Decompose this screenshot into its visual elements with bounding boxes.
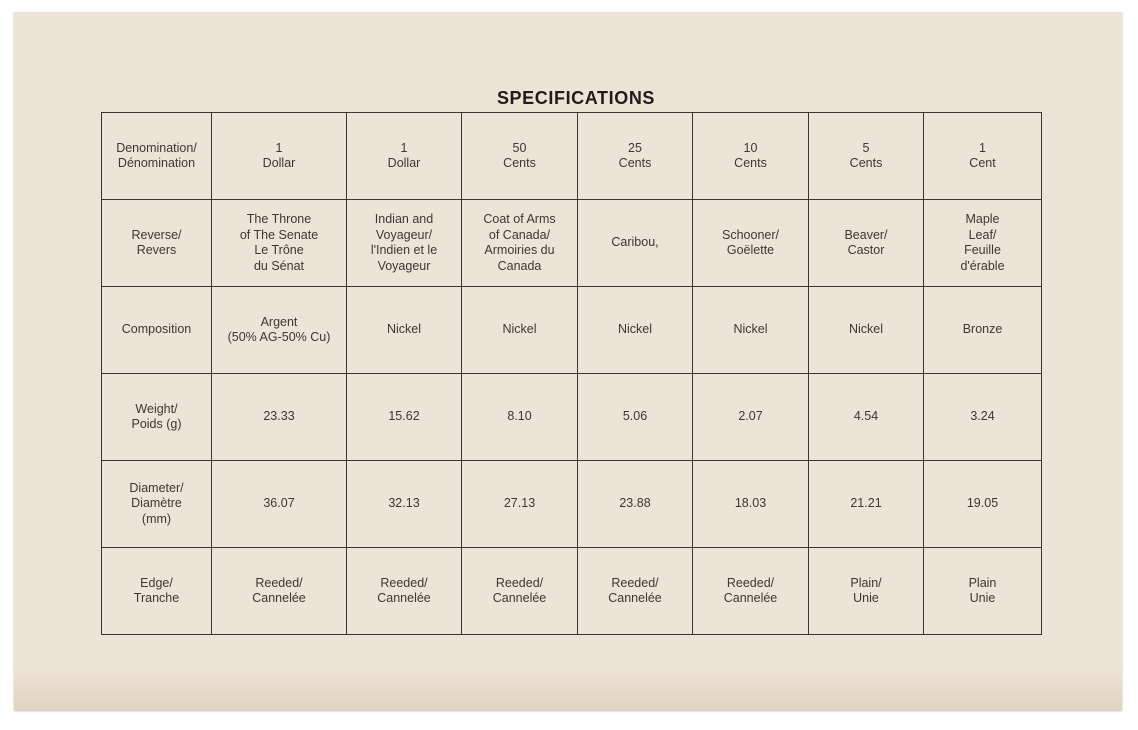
table-cell: Bronze (924, 287, 1042, 374)
table-row-edge (102, 548, 1042, 635)
specifications-table (101, 112, 1042, 635)
table-cell: 5 Cents (809, 113, 924, 200)
row-header-reverse: Reverse/ Revers (102, 200, 212, 287)
table-cell: 23.88 (578, 461, 693, 548)
table-cell: 5.06 (578, 374, 693, 461)
table-cell: Maple Leaf/ Feuille d'érable (924, 200, 1042, 287)
table-cell: Reeded/ Cannelée (462, 548, 578, 635)
table-cell: Reeded/ Cannelée (212, 548, 347, 635)
table-cell: 21.21 (809, 461, 924, 548)
row-header-diameter: Diameter/ Diamètre (mm) (102, 461, 212, 548)
table-cell: 8.10 (462, 374, 578, 461)
table-cell: 50 Cents (462, 113, 578, 200)
row-header-composition: Composition (102, 287, 212, 374)
table-cell: Indian and Voyageur/ l'Indien et le Voyageur (347, 200, 462, 287)
table-cell: Nickel (462, 287, 578, 374)
table-cell: Beaver/ Castor (809, 200, 924, 287)
table-cell: 18.03 (693, 461, 809, 548)
table-cell: Plain/ Unie (809, 548, 924, 635)
table-cell: 3.24 (924, 374, 1042, 461)
table-row-composition (102, 287, 1042, 374)
table-row-denomination (102, 113, 1042, 200)
table-cell: Plain Unie (924, 548, 1042, 635)
table-cell: 2.07 (693, 374, 809, 461)
specification-card (14, 12, 1122, 710)
table-cell: 1 Cent (924, 113, 1042, 200)
table-cell: 4.54 (809, 374, 924, 461)
table-cell: 1 Dollar (347, 113, 462, 200)
table-cell: Reeded/ Cannelée (578, 548, 693, 635)
table-cell: 36.07 (212, 461, 347, 548)
table-cell: 27.13 (462, 461, 578, 548)
table-cell: 32.13 (347, 461, 462, 548)
table-cell: Reeded/ Cannelée (693, 548, 809, 635)
table-cell: Reeded/ Cannelée (347, 548, 462, 635)
table-cell: Nickel (578, 287, 693, 374)
row-header-edge: Edge/ Tranche (102, 548, 212, 635)
table-cell: Coat of Arms of Canada/ Armoiries du Canada (462, 200, 578, 287)
table-cell: Nickel (809, 287, 924, 374)
table-cell: Argent (50% AG-50% Cu) (212, 287, 347, 374)
table-cell: 23.33 (212, 374, 347, 461)
table-row-reverse (102, 200, 1042, 287)
row-header-denomination: Denomination/ Dénomination (102, 113, 212, 200)
table-cell: 15.62 (347, 374, 462, 461)
table-cell: Nickel (693, 287, 809, 374)
row-header-weight: Weight/ Poids (g) (102, 374, 212, 461)
table-row-weight (102, 374, 1042, 461)
table-cell: The Throne of The Senate Le Trône du Sénat (212, 200, 347, 287)
table-cell: Caribou, (578, 200, 693, 287)
table-cell: 1 Dollar (212, 113, 347, 200)
page-title: SPECIFICATIONS (496, 88, 656, 108)
table-cell: 10 Cents (693, 113, 809, 200)
table-cell: Schooner/ Goëlette (693, 200, 809, 287)
table-cell: Nickel (347, 287, 462, 374)
table-cell: 19.05 (924, 461, 1042, 548)
table-row-diameter (102, 461, 1042, 548)
table-cell: 25 Cents (578, 113, 693, 200)
